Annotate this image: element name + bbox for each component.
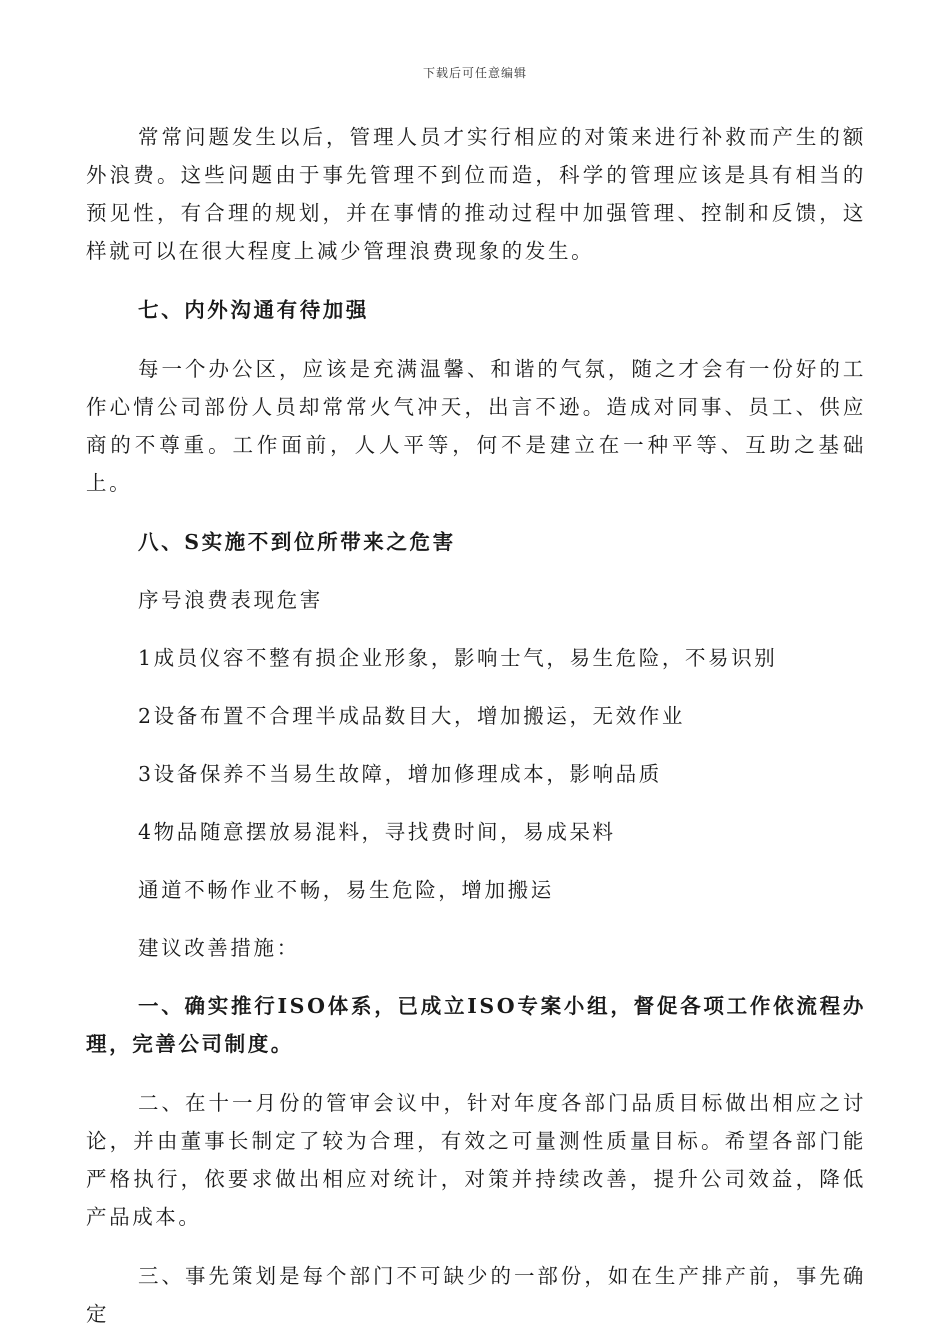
list-item: 3设备保养不当易生故障，增加修理成本，影响品质 bbox=[138, 762, 662, 786]
section-heading-8: 八、S实施不到位所带来之危害 bbox=[138, 530, 456, 554]
measure-1: 一、确实推行ISO体系，已成立ISO专案小组，督促各项工作依流程办理，完善公司制度。 bbox=[86, 994, 866, 1056]
document-body bbox=[86, 118, 866, 1333]
list-item: 1成员仪容不整有损企业形象，影响士气，易生危险，不易识别 bbox=[138, 646, 778, 670]
list-item: 通道不畅作业不畅，易生危险，增加搬运 bbox=[138, 878, 554, 902]
suggestion-heading: 建议改善措施： bbox=[138, 936, 300, 960]
list-item: 2设备布置不合理半成品数目大，增加搬运，无效作业 bbox=[138, 704, 685, 728]
paragraph-management-waste: 常常问题发生以后，管理人员才实行相应的对策来进行补救而产生的额外浪费。这些问题由于事先管理不到位而造，科学的管理应该是具有相当的预见性，有合理的规划，并在事情的推动过程中加强管理、控制和反馈，这样就可以在很大程度上减少管理浪费现象的发生。 bbox=[86, 125, 866, 263]
section-heading-7: 七、内外沟通有待加强 bbox=[138, 298, 369, 322]
paragraph-communication: 每一个办公区，应该是充满温馨、和谐的气氛，随之才会有一份好的工作心情公司部份人员却常常火气冲天，出言不逊。造成对同事、员工、供应商的不尊重。工作面前，人人平等，何不是建立在一种平等、互助之基础上。 bbox=[86, 357, 866, 495]
measure-3: 三、事先策划是每个部门不可缺少的一部份，如在生产排产前，事先确定 bbox=[86, 1264, 866, 1326]
table-header-line: 序号浪费表现危害 bbox=[138, 588, 323, 612]
measure-2: 二、在十一月份的管审会议中，针对年度各部门品质目标做出相应之讨论，并由董事长制定了较为合理，有效之可量测性质量目标。希望各部门能严格执行，依要求做出相应对统计，对策并持续改善，提升公司效益，降低产品成本。 bbox=[86, 1091, 866, 1229]
page-header: 下载后可任意编辑 bbox=[422, 66, 527, 80]
list-item: 4物品随意摆放易混料，寻找费时间，易成呆料 bbox=[138, 820, 616, 844]
